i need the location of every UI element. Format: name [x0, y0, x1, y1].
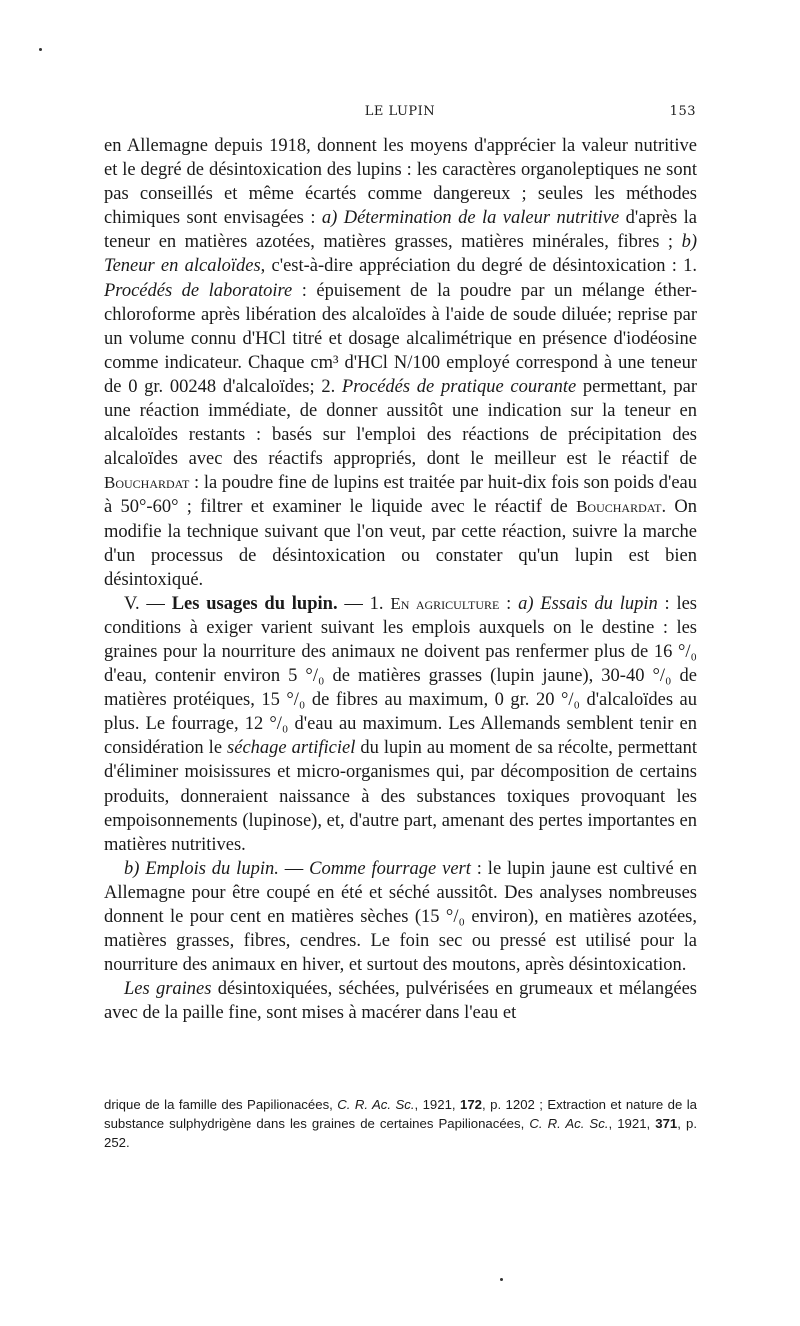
running-head — [104, 104, 696, 124]
footnote-text: drique de la famille des Papilionacées, C. R. Ac. Sc., 1921, 172, p. 1202 ; Extraction et nature de la substance sulphydrigène dans les graines de certaines Papilionacées, C. R. Ac. Sc., 1921, 371, p. 252. — [104, 1097, 697, 1150]
footnote — [104, 1095, 697, 1152]
paragraph-emplois: b) Emplois du lupin. — Comme fourrage vert : le lupin jaune est cultivé en Allemagne pour être coupé en été et séché aussitôt. Des analyses nombreuses donnent le pour cent en matières sèches (15 °/₀ environ), en matières azotées, matières grasses, fibres, cendres. Le foin sec ou pressé est utilisé pour la nourriture des animaux en hiver, et surtout des moutons, après désintoxication. — [104, 858, 697, 976]
running-title: LE LUPIN — [364, 104, 436, 119]
paragraph-detoxication-assessment: en Allemagne depuis 1918, donnent les moyens d'apprécier la valeur nutritive et le degré de désintoxication des lupins : les caractères organoleptiques ne sont pas conseillés et même écartés comme dangereux ; seules les méthodes chimiques sont envisagées : a) Détermination de la valeur nutritive d'après la teneur en matières azotées, matières grasses, matières minérales, fibres ; b) Teneur en alcaloïdes, c'est-à-dire appréciation du degré de désintoxication : 1. Procédés de laboratoire : épuisement de la poudre par un mélange éther-chloroforme après libération des alcaloïdes à l'aide de soude diluée; reprise par un volume connu d'HCl titré et dosage alcalimétrique en présence d'iodéosine comme indicateur. Chaque cm³ d'HCl N/100 employé correspond à une teneur de 0 gr. 00248 d'alcaloïdes; 2. Procédés de pratique courante permettant, par une réaction immédiate, de donner aussitôt une indication sur la teneur en alcaloïdes restants : basés sur l'emploi des réactions de précipitation des alcaloïdes avec des réactifs appropriés, dont le meilleur est le réactif de Bouchardat : la poudre fine de lupins est traitée par huit-dix fois son poids d'eau à 50°-60° ; filtrer et examiner le liquide avec le réactif de Bouchardat. On modifie la technique suivant que l'on veut, par cette réaction, suivre la marche d'un processus de désintoxication ou constater qu'un lupin est bien désintoxiqué. — [104, 136, 698, 590]
section-heading: Les usages du lupin. — [171, 593, 338, 614]
paragraph-graines: Les graines désintoxiquées, séchées, pulvérisées en grumeaux et mélangées avec de la paille fine, sont mises à macérer dans l'eau et — [104, 979, 697, 1024]
page-number: 153 — [669, 104, 696, 119]
scan-speck — [500, 1278, 503, 1281]
section-v-usages: V. — Les usages du lupin. — 1. En agriculture : a) Essais du lupin : les conditions à exiger varient suivant les emplois auxquels on le destine : les graines pour la nourriture des animaux ne doivent pas renfermer plus de 16 °/₀ d'eau, contenir environ 5 °/₀ de matières grasses (lupin jaune), 30-40 °/₀ de matières protéiques, 15 °/₀ de fibres au maximum, 0 gr. 20 °/₀ d'alcaloïdes au plus. Le fourrage, 12 °/₀ d'eau au maximum. Les Allemands semblent tenir en considération le séchage artificiel du lupin au moment de sa récolte, permettant d'éliminer moisissures et micro-organismes qui, par décomposition de certains produits, donneraient naissance à des substances toxiques provoquant les empoisonnements (lupinose), et, d'autre part, amenant des pertes importantes en matières nutritives. — [104, 593, 698, 855]
body-text — [104, 134, 697, 1025]
scan-speck — [39, 48, 42, 51]
